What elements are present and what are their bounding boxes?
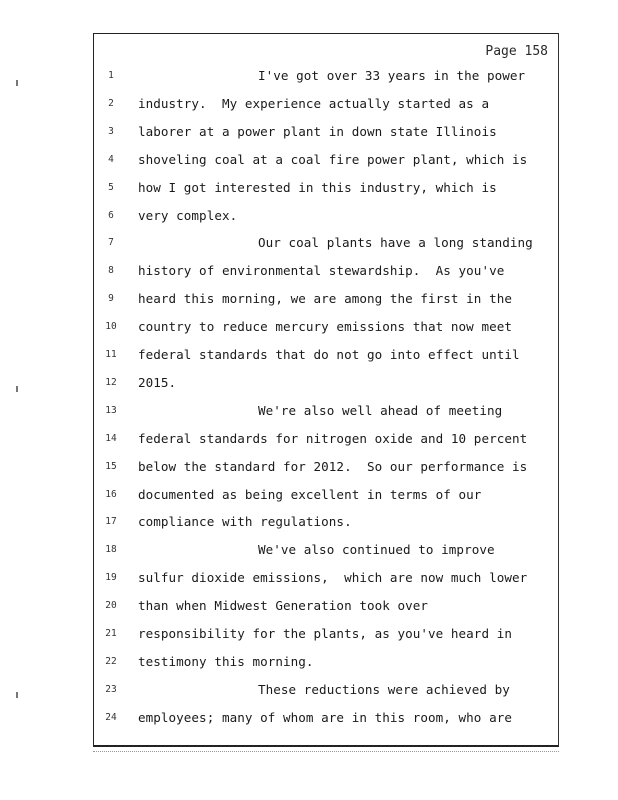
- transcript-line: [94, 96, 558, 124]
- line-text: employees; many of whom are in this room, who are: [138, 709, 512, 725]
- line-number: 5: [108, 181, 114, 193]
- line-text: shoveling coal at a coal fire power plant, which is: [138, 151, 528, 167]
- transcript-line: [94, 682, 558, 710]
- line-text: below the standard for 2012. So our performance is: [138, 458, 528, 474]
- line-number: 18: [105, 544, 117, 556]
- transcript-line: [94, 124, 558, 152]
- transcript-line: [94, 403, 558, 431]
- line-number: 8: [108, 265, 114, 277]
- transcript-line: [94, 208, 558, 236]
- scan-speck: [16, 692, 18, 698]
- line-number: 2: [108, 97, 114, 109]
- line-number: 15: [105, 460, 117, 472]
- line-text: country to reduce mercury emissions that now meet: [138, 319, 512, 335]
- transcript-line: [94, 710, 558, 738]
- transcript-line: [94, 152, 558, 180]
- line-number: 4: [108, 153, 114, 165]
- line-text: We're also well ahead of meeting: [258, 402, 503, 418]
- line-text: I've got over 33 years in the power: [258, 68, 526, 83]
- line-text: Our coal plants have a long standing: [258, 235, 533, 251]
- transcript-line: [94, 654, 558, 682]
- line-number: 17: [105, 516, 117, 528]
- line-text: responsibility for the plants, as you've heard in: [138, 626, 512, 641]
- transcript-line: [94, 598, 558, 626]
- transcript-page: [93, 33, 559, 747]
- transcript-line: [94, 347, 558, 375]
- transcript-line: [94, 514, 558, 542]
- line-number: 20: [105, 600, 117, 612]
- line-number: 1: [108, 70, 114, 81]
- line-text: testimony this morning.: [138, 653, 314, 669]
- transcript-line: [94, 431, 558, 459]
- line-text: industry. My experience actually started as a: [138, 95, 490, 111]
- line-number: 6: [108, 209, 114, 221]
- transcript-line: [94, 626, 558, 654]
- transcript-line: [94, 68, 558, 96]
- transcript-line: [94, 180, 558, 208]
- transcript-line: [94, 570, 558, 598]
- line-number: 3: [108, 125, 114, 137]
- line-text: We've also continued to improve: [258, 542, 495, 558]
- scan-bottom-rule: [93, 751, 559, 752]
- transcript-line: [94, 375, 558, 403]
- line-number: 10: [105, 321, 117, 333]
- transcript-line: [94, 542, 558, 570]
- line-text: compliance with regulations.: [138, 514, 352, 530]
- transcript-line: [94, 487, 558, 515]
- transcript-line: [94, 319, 558, 347]
- line-number: 12: [105, 376, 117, 388]
- transcript-line: [94, 263, 558, 291]
- line-number: 7: [108, 237, 114, 249]
- line-text: 2015.: [138, 374, 177, 390]
- page-number: Page 158: [485, 44, 548, 59]
- transcript-line: [94, 291, 558, 319]
- scan-speck: [16, 80, 18, 86]
- line-text: than when Midwest Generation took over: [138, 598, 429, 614]
- scan-speck: [16, 386, 18, 392]
- line-text: sulfur dioxide emissions, which are now much lower: [138, 570, 528, 586]
- line-number: 9: [108, 293, 114, 305]
- line-text: heard this morning, we are among the first in the: [138, 291, 512, 307]
- line-number: 21: [105, 628, 117, 639]
- line-text: documented as being excellent in terms of our: [138, 486, 482, 502]
- line-text: federal standards that do not go into effect until: [138, 347, 520, 362]
- transcript-line: [94, 459, 558, 487]
- line-number: 22: [105, 655, 117, 667]
- line-text: how I got interested in this industry, which is: [138, 179, 497, 195]
- line-number: 13: [105, 404, 117, 416]
- line-text: very complex.: [138, 207, 238, 223]
- line-number: 11: [105, 349, 117, 360]
- transcript-line: [94, 235, 558, 263]
- line-text: laborer at a power plant in down state Illinois: [138, 123, 497, 139]
- line-number: 24: [105, 711, 117, 723]
- line-number: 16: [105, 488, 117, 500]
- line-number: 19: [105, 572, 117, 584]
- line-text: These reductions were achieved by: [258, 681, 510, 697]
- line-text: federal standards for nitrogen oxide and 10 percent: [138, 430, 528, 446]
- line-number: 23: [105, 683, 117, 695]
- line-number: 14: [105, 432, 117, 444]
- line-text: history of environmental stewardship. As you've: [138, 263, 505, 279]
